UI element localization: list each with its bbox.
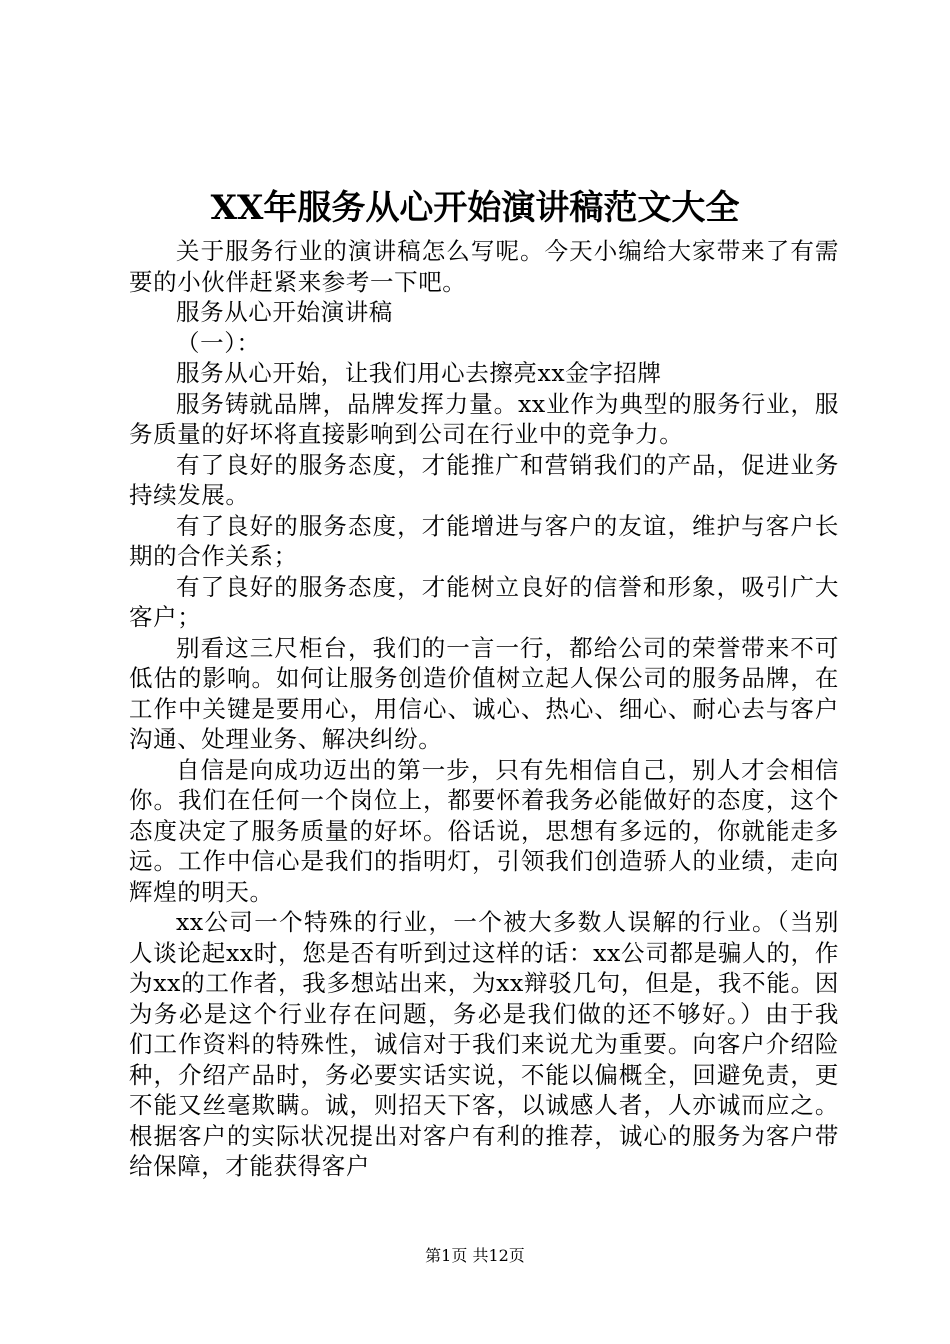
paragraph: 服务铸就品牌，品牌发挥力量。xx业作为典型的服务行业，服务质量的好坏将直接影响到公司在行业中的竞争力。 xyxy=(129,389,839,448)
paragraph: 有了良好的服务态度，才能树立良好的信誉和形象，吸引广大客户； xyxy=(129,572,839,631)
paragraph: xx公司一个特殊的行业，一个被大多数人误解的行业。（当别人谈论起xx时，您是否有听到过这样的话：xx公司都是骗人的，作为xx的工作者，我多想站出来，为xx辩驳几句，但是，我不能。因为务必是这个行业存在问题，务必是我们做的还不够好。）由于我们工作资料的特殊性，诚信对于我们来说尤为重要。向客户介绍险种，介绍产品时，务必要实话实说，不能以偏概全，回避免责，更不能又丝毫欺瞒。诚，则招天下客，以诚感人者，人亦诚而应之。根据客户的实际状况提出对客户有利的推荐，诚心的服务为客户带给保障，才能获得客户 xyxy=(129,908,839,1180)
paragraph-heading: 服务从心开始，让我们用心去擦亮xx金字招牌 xyxy=(176,359,662,387)
paragraph: 自信是向成功迈出的第一步，只有先相信自己，别人才会相信你。我们在任何一个岗位上，都要怀着我务必能做好的态度，这个态度决定了服务质量的好坏。俗话说，思想有多远的，你就能走多远。工作中信心是我们的指明灯，引领我们创造骄人的业绩，走向辉煌的明天。 xyxy=(129,755,839,906)
paragraph: 有了良好的服务态度，才能推广和营销我们的产品，促进业务持续发展。 xyxy=(129,450,839,509)
paragraph: 有了良好的服务态度，才能增进与客户的友谊，维护与客户长期的合作关系； xyxy=(129,511,839,570)
document-body xyxy=(129,236,839,1182)
page-number-footer: 第1页 共12页 xyxy=(425,1246,525,1265)
paragraph-intro: 关于服务行业的演讲稿怎么写呢。今天小编给大家带来了有需要的小伙伴赶紧来参考一下吧。 xyxy=(129,237,839,296)
paragraph-section-marker: （一）： xyxy=(176,328,261,357)
paragraph: 别看这三尺柜台，我们的一言一行，都给公司的荣誉带来不可低估的影响。如何让服务创造价值树立起人保公司的服务品牌，在工作中关键是要用心，用信心、诚心、热心、细心、耐心去与客户沟通、处理业务、解决纠纷。 xyxy=(129,633,839,753)
document-title: XX年服务从心开始演讲稿范文大全 xyxy=(210,188,740,228)
paragraph-subtitle: 服务从心开始演讲稿 xyxy=(176,298,393,326)
